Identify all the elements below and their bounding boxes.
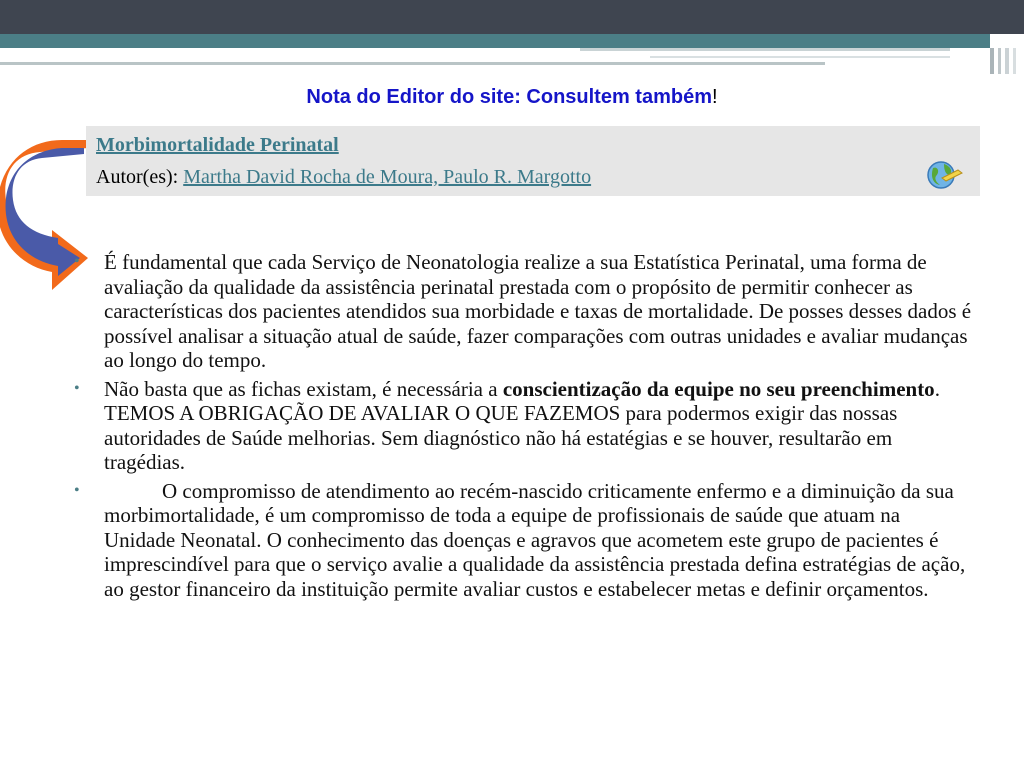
editor-note-exclamation: ! [712, 86, 718, 108]
bullet-text-2-before: Não basta que as fichas existam, é necessária a [104, 376, 503, 401]
authors-label: Autor(es): [96, 166, 179, 188]
bullet-text-2-after: . TEMOS A OBRIGAÇÃO DE AVALIAR O QUE FAZEMOS para podermos exigir das nossas autoridades de Saúde melhorias. Sem diagnóstico não há estatégias e se houver, resultarão em tragédias. [104, 376, 940, 474]
bullet-item-1 [72, 250, 972, 373]
bullet-text-1: É fundamental que cada Serviço de Neonatologia realize a sua Estatística Perinatal, uma forma de avaliação da qualidade da assistência perinatal prestada com o propósito de permitir conhecer as características dos pacientes atendidos sua morbidade e taxas de mortalidade. De posses desses dados é possível analisar a situação atual de saúde, fazer comparações com outras unidades e avaliar mudanças ao longo do tempo. [104, 250, 972, 372]
bullet-marker: • [74, 253, 80, 270]
bullet-item-3 [72, 479, 972, 602]
authors-link[interactable]: Martha David Rocha de Moura, Paulo R. Margotto [183, 166, 592, 188]
bullet-text-2-bold: conscientização da equipe no seu preenchimento [502, 376, 935, 401]
bullet-marker: • [74, 481, 80, 499]
editor-note [0, 86, 1024, 109]
article-authors [96, 166, 591, 189]
related-article-box [86, 126, 980, 196]
article-title-link[interactable]: Morbimortalidade Perinatal [96, 134, 339, 156]
globe-link-icon[interactable] [924, 158, 964, 190]
top-accent-bar [0, 34, 990, 48]
editor-note-text: Nota do Editor do site: Consultem também [306, 86, 712, 108]
main-content [72, 250, 972, 605]
bullet-item-2 [72, 377, 972, 475]
bullet-marker: • [74, 379, 80, 397]
top-decor-bar [0, 0, 1024, 34]
top-decor-lines [0, 48, 1024, 74]
bullet-list [72, 250, 972, 601]
bullet-text-3: O compromisso de atendimento ao recém-nascido criticamente enfermo e a diminuição da sua morbimortalidade, é um compromisso de toda a equipe de profissionais de saúde que atuam na Unidade Neonatal. O conhecimento das doenças e agravos que acometem este grupo de pacientes é imprescindível para que o serviço avalie a qualidade da assistência prestada defina estratégias de ação, ao gestor financeiro da instituição permite avaliar custos e estabelecer metas e definir orçamentos. [104, 478, 966, 601]
